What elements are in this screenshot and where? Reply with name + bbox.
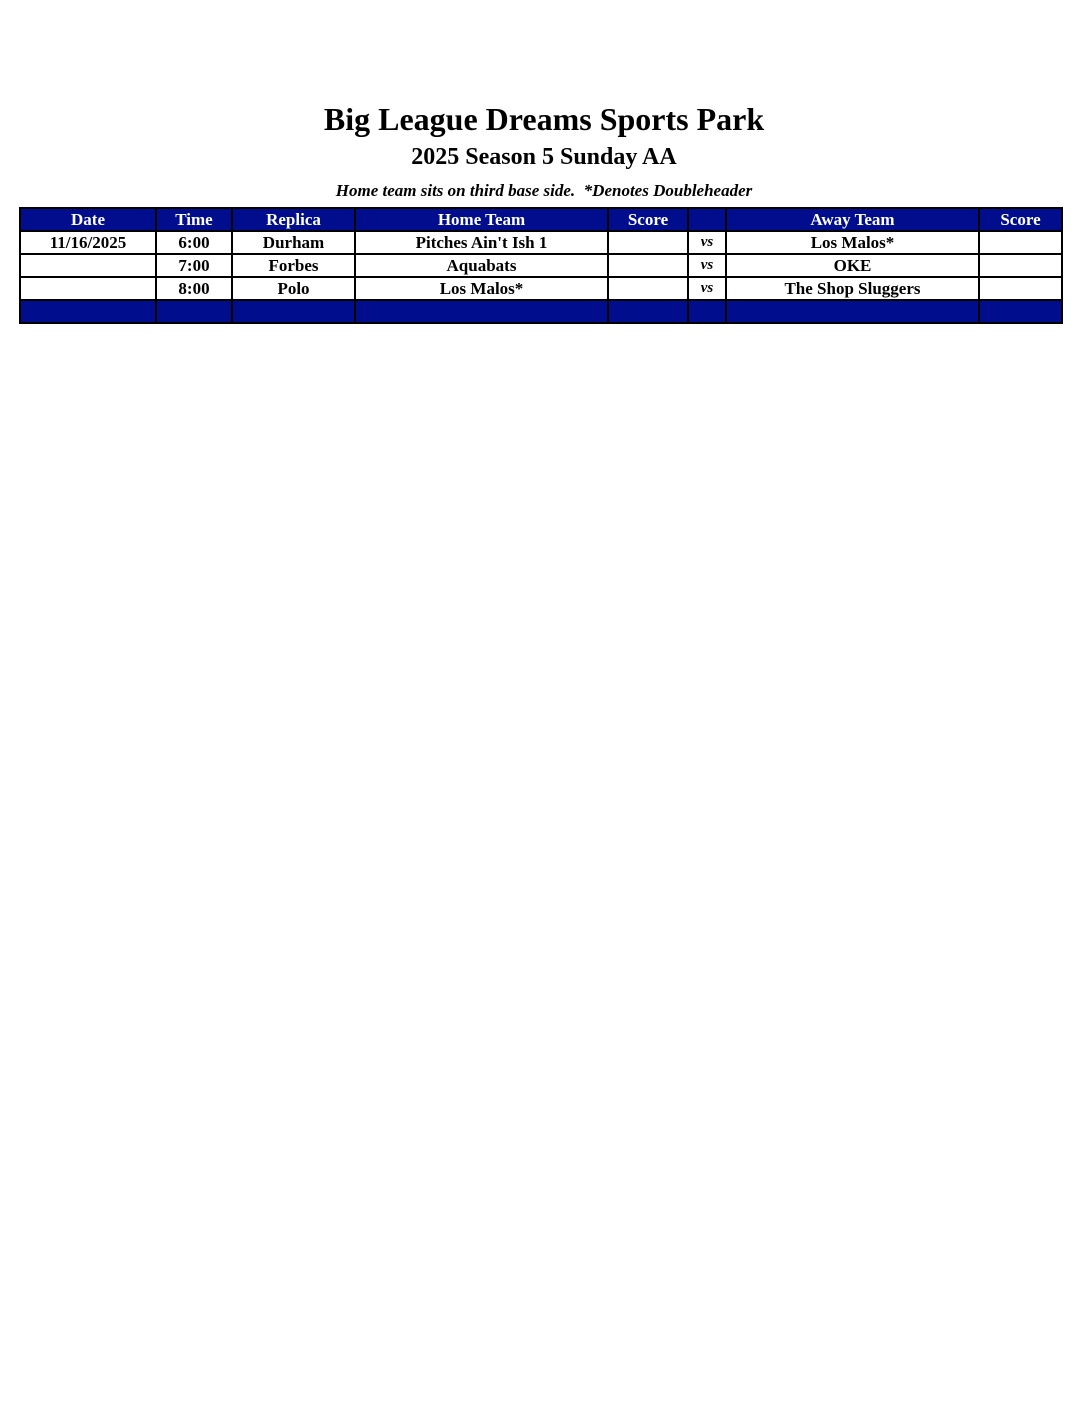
column-header-away-team: Away Team [726,208,979,231]
page-title: Big League Dreams Sports Park [323,101,765,137]
column-header-home-score: Score [608,208,688,231]
cell-vs: vs [688,254,726,277]
page-subtitle: 2025 Season 5 Sunday AA [411,144,677,170]
column-header-home-team: Home Team [355,208,608,231]
cell-away-team: OKE [726,254,979,277]
column-header-replica: Replica [232,208,355,231]
cell-field: Forbes [232,254,355,277]
footer-cell [355,300,608,323]
footer-cell [20,300,156,323]
schedule-note: Home team sits on third base side. *Denotes Doubleheader [335,181,753,200]
footer-cell [979,300,1062,323]
cell-away-score [979,254,1062,277]
cell-field: Polo [232,277,355,300]
footer-cell [608,300,688,323]
cell-date [20,254,156,277]
cell-date: 11/16/2025 [20,231,156,254]
cell-time: 7:00 [156,254,232,277]
cell-home-team: Aquabats [355,254,608,277]
cell-date [20,277,156,300]
cell-home-score [608,277,688,300]
schedule-table [19,207,1063,324]
table-footer-row [20,300,1062,323]
table-header-row [20,208,1062,231]
column-header-vs [688,208,726,231]
cell-away-team: Los Malos* [726,231,979,254]
table-row [20,254,1062,277]
cell-field: Durham [232,231,355,254]
table-row [20,277,1062,300]
cell-away-score [979,231,1062,254]
cell-away-team: The Shop Sluggers [726,277,979,300]
table-row [20,231,1062,254]
cell-home-team: Los Malos* [355,277,608,300]
cell-vs: vs [688,277,726,300]
column-header-time: Time [156,208,232,231]
column-header-date: Date [20,208,156,231]
cell-home-score [608,231,688,254]
cell-time: 6:00 [156,231,232,254]
cell-home-score [608,254,688,277]
cell-time: 8:00 [156,277,232,300]
footer-cell [726,300,979,323]
footer-cell [688,300,726,323]
column-header-away-score: Score [979,208,1062,231]
cell-away-score [979,277,1062,300]
cell-vs: vs [688,231,726,254]
footer-cell [232,300,355,323]
cell-home-team: Pitches Ain't Ish 1 [355,231,608,254]
footer-cell [156,300,232,323]
